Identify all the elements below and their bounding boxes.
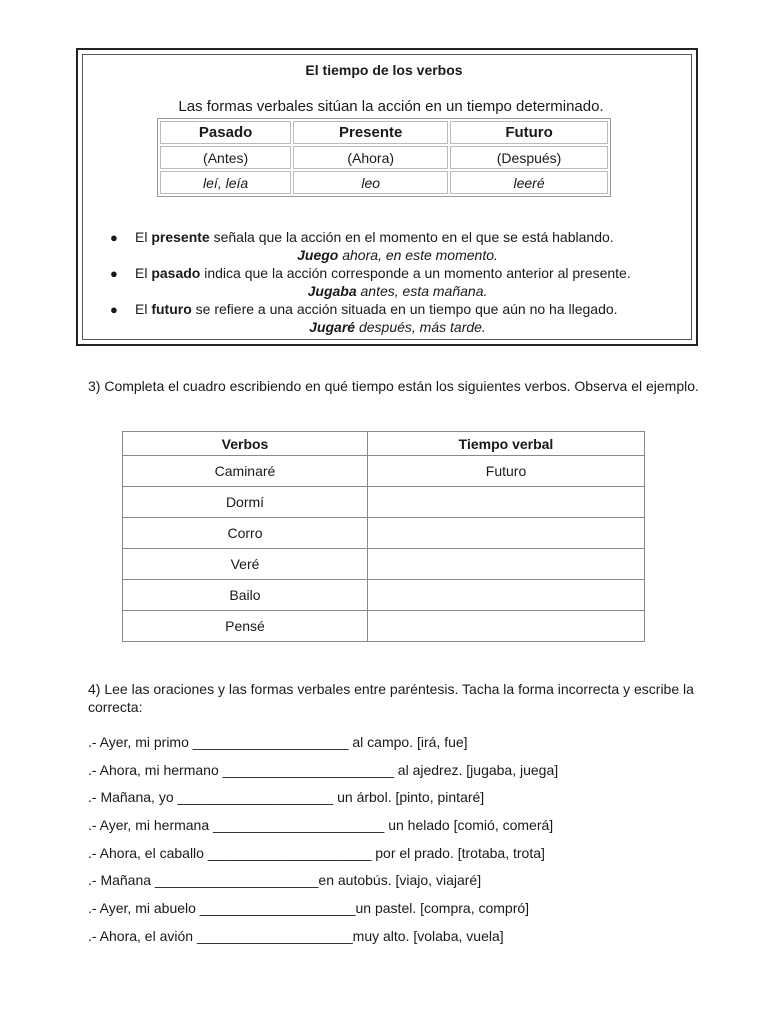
sentence-line: .- Ahora, el avión ____________________muy alto. [volaba, vuela] xyxy=(88,927,504,944)
tenses-cell: (Después) xyxy=(450,146,608,169)
tenses-cell: (Ahora) xyxy=(293,146,448,169)
rule-text: El presente señala que la acción en el momento en el que se está hablando. xyxy=(135,229,614,245)
rule-text: El pasado indica que la acción corresponde a un momento anterior al presente. xyxy=(135,265,631,281)
rule-item xyxy=(108,300,688,336)
tenses-cell: leí, leía xyxy=(160,171,291,194)
verbs-header-row xyxy=(123,432,645,456)
tense-answer-cell[interactable]: Futuro xyxy=(368,456,645,487)
sentence-line: .- Ahora, el caballo _____________________ por el prado. [trotaba, trota] xyxy=(88,844,545,861)
tense-answer-cell[interactable] xyxy=(368,611,645,642)
rule-item xyxy=(108,264,688,300)
rule-example: Juego ahora, en este momento. xyxy=(297,247,498,263)
tense-answer-cell[interactable] xyxy=(368,549,645,580)
rule-example: Jugaba antes, esta mañana. xyxy=(307,283,488,299)
tenses-time-row xyxy=(160,146,608,169)
sentence-line: .- Ayer, mi primo ____________________ al campo. [irá, fue] xyxy=(88,734,468,750)
rule-item xyxy=(108,228,688,264)
verbs-header-cell: Tiempo verbal xyxy=(368,432,645,456)
rules-list xyxy=(108,228,688,336)
tenses-example-row xyxy=(160,171,608,194)
sentence-line: .- Mañana, yo ____________________ un árbol. [pinto, pintaré] xyxy=(88,789,485,806)
tenses-cell: leeré xyxy=(450,171,608,194)
table-row xyxy=(123,549,645,580)
tenses-cell: (Antes) xyxy=(160,146,291,169)
exercise-4-instructions: 4) Lee las oraciones y las formas verbales entre paréntesis. Tacha la forma incorrecta y escribe la correcta: xyxy=(88,681,694,715)
exercise-4-sentences xyxy=(88,733,558,955)
sentence-line: .- Ahora, mi hermano ______________________ al ajedrez. [jugaba, juega] xyxy=(88,761,559,778)
table-row xyxy=(123,580,645,611)
verb-cell: Bailo xyxy=(123,580,368,611)
verbs-table xyxy=(122,431,645,642)
verb-cell: Corro xyxy=(123,518,368,549)
bullet-icon: ● xyxy=(110,230,118,245)
table-row xyxy=(123,611,645,642)
table-row xyxy=(123,518,645,549)
rule-example: Jugaré después, más tarde. xyxy=(309,319,486,335)
verb-cell: Dormí xyxy=(123,487,368,518)
exercise-3-instructions: 3) Completa el cuadro escribiendo en qué tiempo están los siguientes verbos. Observa el ejemplo. xyxy=(88,378,699,394)
tense-answer-cell[interactable] xyxy=(368,487,645,518)
verb-cell: Pensé xyxy=(123,611,368,642)
tenses-table xyxy=(157,118,611,197)
verbs-header-cell: Verbos xyxy=(123,432,368,456)
sentence-line: .- Ayer, mi hermana ______________________ un helado [comió, comerá] xyxy=(88,817,554,834)
bullet-icon: ● xyxy=(110,266,118,281)
rule-text: El futuro se refiere a una acción situada en un tiempo que aún no ha llegado. xyxy=(135,301,618,317)
verb-cell: Caminaré xyxy=(123,456,368,487)
tenses-header-row xyxy=(160,121,608,144)
bullet-icon: ● xyxy=(110,302,118,317)
table-row xyxy=(123,456,645,487)
sentence-line: .- Mañana _____________________en autobús. [viajo, viajaré] xyxy=(88,872,482,889)
tenses-header-cell: Pasado xyxy=(160,121,291,144)
sentence-line: .- Ayer, mi abuelo ____________________un pastel. [compra, compró] xyxy=(88,900,530,917)
box-intro: Las formas verbales sitúan la acción en un tiempo determinado. xyxy=(178,98,604,115)
tenses-cell: leo xyxy=(293,171,448,194)
box-title: El tiempo de los verbos xyxy=(305,62,463,78)
tense-answer-cell[interactable] xyxy=(368,518,645,549)
tenses-header-cell: Presente xyxy=(293,121,448,144)
tenses-header-cell: Futuro xyxy=(450,121,608,144)
verb-cell: Veré xyxy=(123,549,368,580)
table-row xyxy=(123,487,645,518)
tense-answer-cell[interactable] xyxy=(368,580,645,611)
